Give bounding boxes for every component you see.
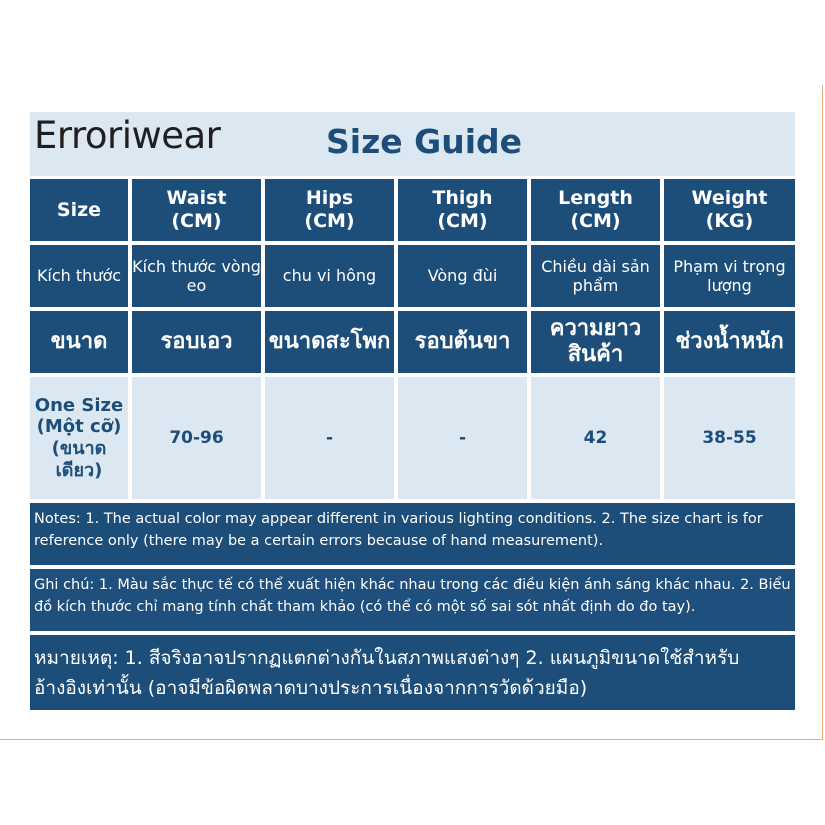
page-title: Size Guide bbox=[326, 122, 523, 161]
note-thai: หมายเหตุ: 1. สีจริงอาจปรากฏแตกต่างกันในสภาพแสงต่างๆ 2. แผนภูมิขนาดใช้สำหรับอ้างอิงเท่านั้น (อาจมีข้อผิดพลาดบางประการเนื่องจากการวัดด้วยมือ) bbox=[30, 635, 795, 710]
header-th-cell: ความยาวสินค้า bbox=[531, 311, 660, 373]
header-en-cell: Hips (CM) bbox=[265, 179, 394, 241]
header-vi-cell: Vòng đùi bbox=[398, 245, 527, 307]
value-cell: One Size (Một cỡ) (ขนาดเดียว) bbox=[30, 377, 128, 499]
brand-logo: Erroriwear bbox=[34, 114, 221, 157]
note-vietnamese: Ghi chú: 1. Màu sắc thực tế có thể xuất hiện khác nhau trong các điều kiện ánh sáng khác nhau. 2. Biểu đồ kích thước chỉ mang tính chất tham khảo (có thể có một số sai sót nhất định do đo tay). bbox=[30, 569, 795, 631]
value-cell: - bbox=[398, 377, 527, 499]
header-en-cell: Thigh (CM) bbox=[398, 179, 527, 241]
header-vi-cell: Phạm vi trọng lượng bbox=[664, 245, 795, 307]
header-en-cell: Length (CM) bbox=[531, 179, 660, 241]
header-vi-cell: Kích thước vòng eo bbox=[132, 245, 261, 307]
header-en-cell: Waist (CM) bbox=[132, 179, 261, 241]
header-th-cell: ช่วงน้ำหนัก bbox=[664, 311, 795, 373]
size-guide-card bbox=[30, 112, 795, 710]
header-en-cell: Weight (KG) bbox=[664, 179, 795, 241]
header-th-cell: รอบต้นขา bbox=[398, 311, 527, 373]
value-cell: - bbox=[265, 377, 394, 499]
header-vi-cell: Chiều dài sản phẩm bbox=[531, 245, 660, 307]
note-english: Notes: 1. The actual color may appear different in various lighting conditions. 2. The size chart is for reference only (there may be a certain errors because of hand measurement). bbox=[30, 503, 795, 565]
header-band bbox=[30, 112, 795, 176]
value-cell: 42 bbox=[531, 377, 660, 499]
header-en-cell: Size bbox=[30, 179, 128, 241]
header-vi-cell: Kích thước bbox=[30, 245, 128, 307]
value-cell: 38-55 bbox=[664, 377, 795, 499]
header-th-cell: รอบเอว bbox=[132, 311, 261, 373]
header-vi-cell: chu vi hông bbox=[265, 245, 394, 307]
header-th-cell: ขนาด bbox=[30, 311, 128, 373]
frame-border-bottom bbox=[0, 739, 823, 740]
frame-border-right bbox=[822, 85, 823, 740]
value-cell: 70-96 bbox=[132, 377, 261, 499]
header-th-cell: ขนาดสะโพก bbox=[265, 311, 394, 373]
